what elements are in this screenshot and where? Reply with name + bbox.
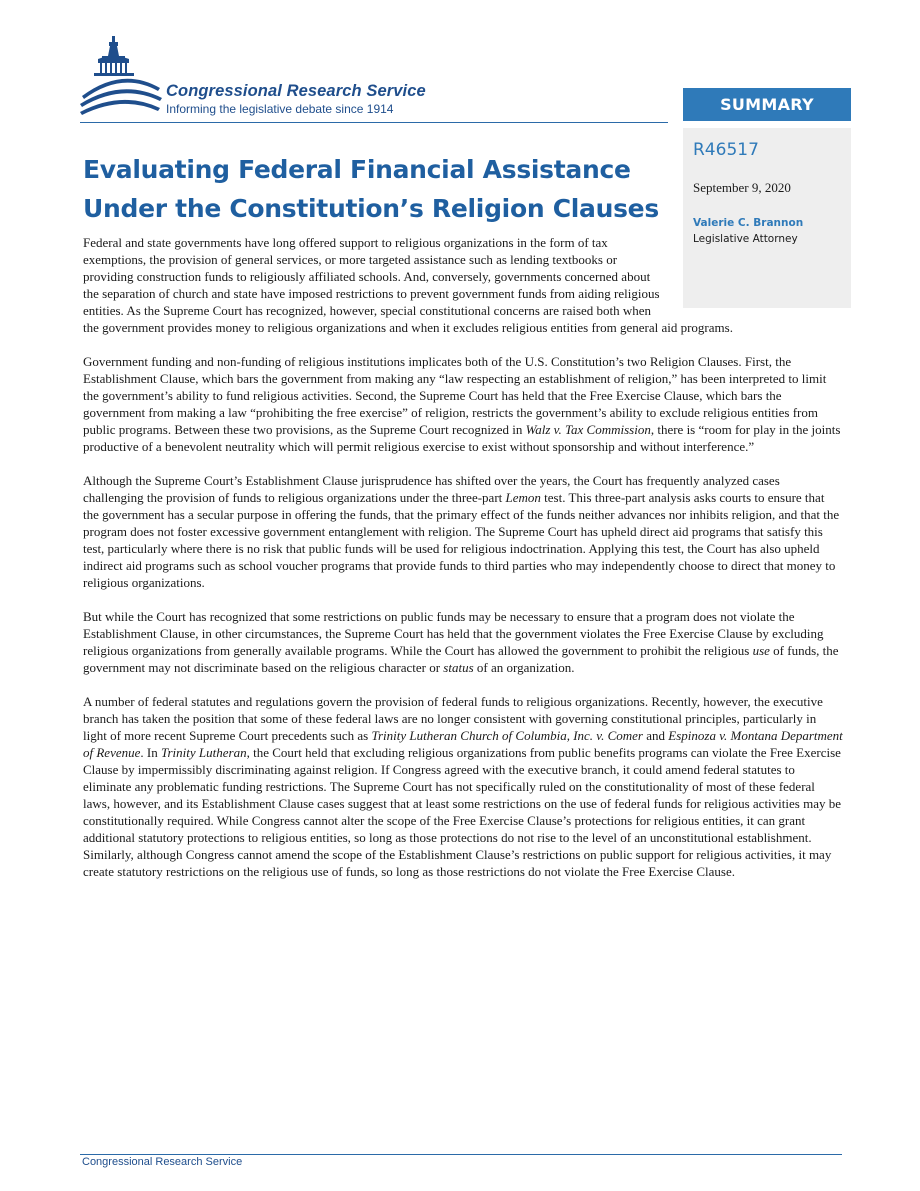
emphasis: status: [443, 660, 474, 675]
paragraph-4: But while the Court has recognized that some restrictions on public funds may be necessary to ensure that a program does not violate the Establishment Clause, in other circumstances, the Supreme Court has held that the government violates the Free Exercise Clause by excluding religious organizations from generally available programs. While the Court has allowed the government to prohibit the religious use of funds, the government may not discriminate based on the religious character or status of an organization.: [83, 609, 839, 675]
crs-logo: [80, 36, 480, 122]
case-name: Trinity Lutheran Church of Columbia, Inc. v. Comer: [371, 728, 643, 743]
sidebar-separator: [683, 121, 851, 128]
paragraph-5: A number of federal statutes and regulations govern the provision of federal funds to religious organizations. Recently, however, the executive branch has taken the position that some of these federal laws are no longer consistent with governing constitutional principles, particularly in light of more recent Supreme Court precedents such as Trinity Lutheran Church of Columbia, Inc. v. Comer and Espinoza v. Montana Department of Revenue. In Trinity Lutheran, the Court held that excluding religious organizations from public benefits programs can violate the Free Exercise Clause by impermissibly discriminating against religion. If Congress agreed with the executive branch, it could amend federal statutes to eliminate any problematic funding restrictions. The Supreme Court has not specifically ruled on the constitutionality of most of these federal laws, however, and its Establishment Clause cases suggest that at least some restrictions on the use of federal funds for religious activities may be constitutionally required. While Congress cannot alter the scope of the Free Exercise Clause’s protections for religious entities, it can grant additional statutory protections to religious entities, so long as those protections do not rise to the level of an unconstitutional establishment. Similarly, although Congress cannot amend the scope of the Establishment Clause’s restrictions on public support for religious activities, it may create statutory restrictions on the religious use of funds, so long as those restrictions do not violate the Free Exercise Clause.: [83, 694, 843, 879]
report-id: R46517: [693, 140, 759, 160]
paragraph-3: Although the Supreme Court’s Establishment Clause jurisprudence has shifted over the years, the Court has frequently analyzed cases challenging the provision of funds to religious organizations under the three-part Lemon test. This three-part analysis asks courts to ensure that the government has a secular purpose in offering the funds, that the primary effect of the funds neither advances nor inhibits religion, and that the program does not foster excessive government entanglement with religion. The Supreme Court has upheld direct aid programs that satisfy this test, particularly where there is no risk that public funds will be used for religious indoctrination. Applying this test, the Court has also upheld indirect aid programs such as school voucher programs that provide funds to third parties who may independently choose to direct that money to religious organizations.: [83, 473, 840, 590]
case-name: Lemon: [505, 490, 541, 505]
capitol-dome-icon: [80, 36, 164, 122]
emphasis: use: [752, 643, 770, 658]
case-name: Espinoza v. Montana Department of Revenue: [83, 728, 843, 760]
paragraph-1: Federal and state governments have long offered support to religious organizations in the form of tax exemptions, the provision of general services, or more targeted assistance such as lending textbooks or providing construction funds to religiously affiliated schools. And, conversely, governments concerned about the separation of church and state have imposed restrictions to prevent government funds from aiding religious entities. As the Supreme Court has recognized, however, special constitutional concerns are raised both when the government provides money to religious organizations and when it excludes religious entities from general aid programs.: [83, 235, 733, 335]
report-date: September 9, 2020: [693, 180, 791, 195]
page-title: Evaluating Federal Financial Assistance Under the Constitution’s Religion Clauses: [83, 155, 659, 223]
header-divider: [80, 122, 668, 123]
footer-divider: [80, 1154, 842, 1155]
org-name: Congressional Research Service: [166, 82, 426, 100]
summary-label: SUMMARY: [683, 88, 851, 121]
author-title: Legislative Attorney: [693, 233, 798, 245]
author-name: Valerie C. Brannon: [693, 217, 804, 229]
footer-org-name: Congressional Research Service: [82, 1156, 243, 1168]
org-tagline: Informing the legislative debate since 1914: [166, 102, 394, 116]
paragraph-2: Government funding and non-funding of religious institutions implicates both of the U.S. Constitution’s two Religion Clauses. First, the Establishment Clause, which bars the government from making any “law respecting an establishment of religion,” has been interpreted to limit the government’s ability to fund religious activities. Second, the Supreme Court has held that the Free Exercise Clause, which bars the government from making a law “prohibiting the free exercise” of religion, restricts the government’s ability to exclude religious entities from public programs. Between these two provisions, as the Supreme Court recognized in Walz v. Tax Commission, there is “room for play in the joints productive of a benevolent neutrality which will permit religious exercise to exist without sponsorship and without interference.”: [83, 354, 841, 454]
case-name: Trinity Lutheran: [160, 745, 247, 760]
case-name: Walz v. Tax Commission: [525, 422, 651, 437]
summary-body: [83, 234, 843, 897]
